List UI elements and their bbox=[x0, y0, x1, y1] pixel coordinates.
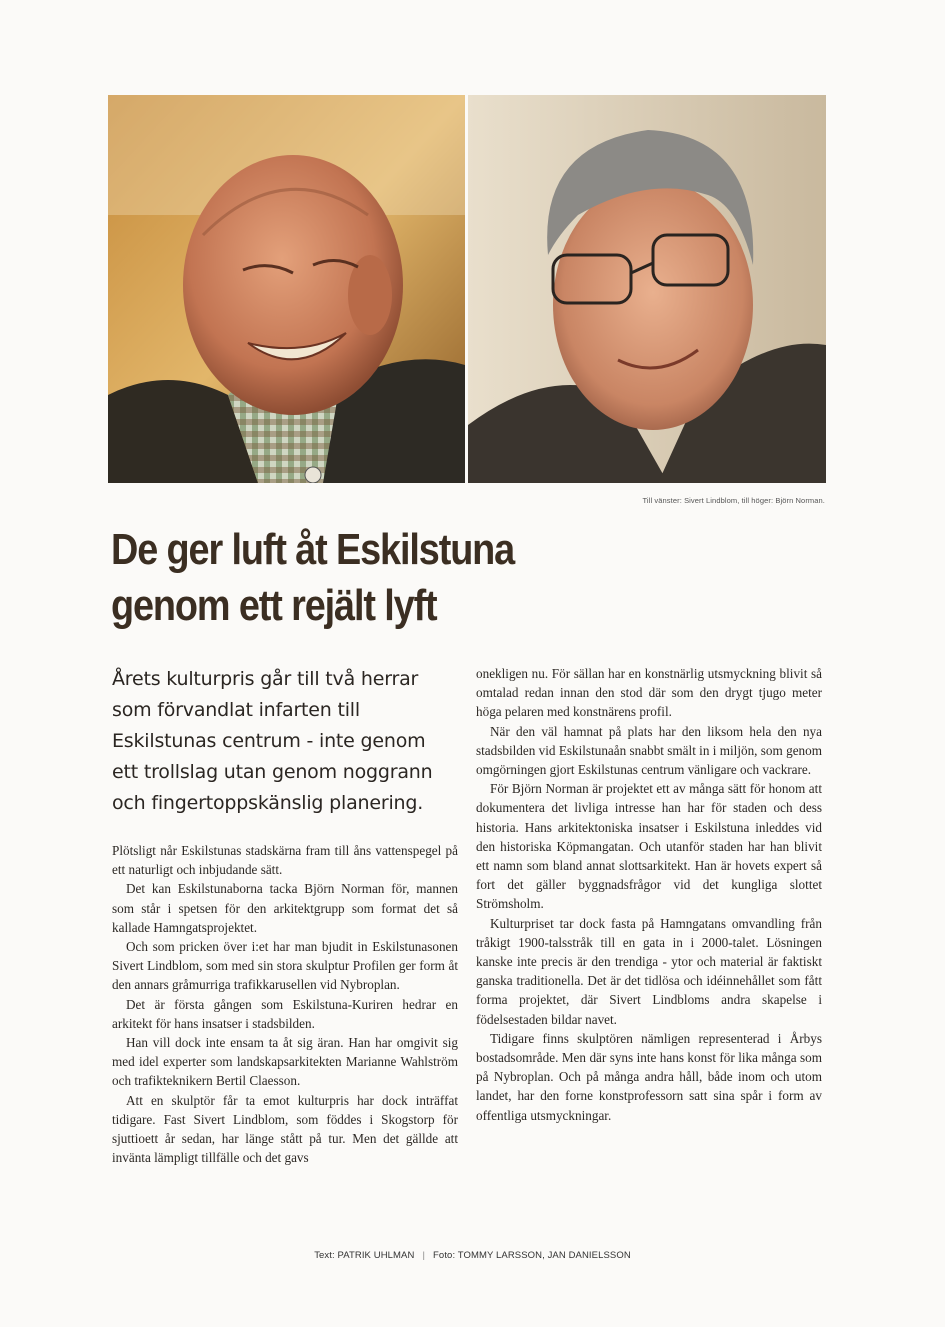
paragraph: Det är första gången som Eskilstuna-Kuriren hedrar en arkitekt för hans insatser i stadsbilden. bbox=[112, 996, 458, 1031]
lead-line: Eskilstunas centrum - inte genom bbox=[112, 730, 426, 752]
article-credits bbox=[0, 1250, 945, 1261]
headline-line-1: De ger luft åt Eskilstuna bbox=[111, 525, 515, 574]
photo-bjorn-norman bbox=[468, 95, 826, 483]
paragraph: Kulturpriset tar dock fasta på Hamngatans omvandling från tråkigt 1900-talsstråk till en gata in i 2000-talet. Lösningen kanske inte precis är den trendiga - ytor och material är faktiskt ganska traditionella. Det är det tidlösa och idéinnehållet som fått forma projektet, där Sivert Lindbloms andra skapelse i födelsestaden bildar navet. bbox=[476, 915, 822, 1027]
portrait-left-image bbox=[108, 95, 465, 483]
portrait-right-image bbox=[468, 95, 826, 483]
body-text-left bbox=[112, 841, 458, 1167]
article-column-right bbox=[476, 664, 822, 1125]
text-credit: Text: PATRIK UHLMAN bbox=[314, 1250, 415, 1261]
photo-caption: Till vänster: Sivert Lindblom, till höger: Björn Norman. bbox=[642, 496, 825, 505]
photo-sivert-lindblom bbox=[108, 95, 465, 483]
portrait-photos bbox=[108, 95, 826, 483]
headline-line-2: genom ett rejält lyft bbox=[111, 581, 437, 630]
article-headline bbox=[111, 522, 730, 634]
lead-line: ett trollslag utan genom noggrann bbox=[112, 761, 433, 783]
paragraph: Tidigare finns skulptören nämligen representerad i Årbys bostadsområde. Men där syns inte hans konst för lika många som på Nybroplan. Och på många andra håll, både inom och utom landet, har den forne konstprofessorn satt sina spår i form av offentliga utsmyckningar. bbox=[476, 1030, 822, 1123]
article-column-left bbox=[112, 664, 458, 1167]
credit-separator: | bbox=[422, 1250, 426, 1261]
lead-line: och fingertoppskänslig planering. bbox=[112, 792, 424, 814]
paragraph: Plötsligt når Eskilstunas stadskärna fram till åns vattenspegel på ett naturligt och inbjudande sätt. bbox=[112, 843, 458, 878]
photo-credit: Foto: TOMMY LARSSON, JAN DANIELSSON bbox=[433, 1250, 631, 1261]
lead-line: som förvandlat infarten till bbox=[112, 699, 360, 721]
article-lead bbox=[112, 664, 458, 819]
lead-line: Årets kulturpris går till två herrar bbox=[112, 668, 419, 690]
paragraph: För Björn Norman är projektet ett av många sätt för honom att dokumentera det livliga intresse han har för staden och dess historia. Hans arkitektoniska insatser i Eskilstuna inleddes vid den historiska Köpmangatan. Och utanför staden har han blivit ett namn som bland annat slottsarkitekt. Han är hovets expert så fort det gäller byggnadsfrågor vid det kungliga slottet Strömsholm. bbox=[476, 781, 822, 912]
paragraph: Och som pricken över i:et har man bjudit in Eskilstunasonen Sivert Lindblom, som med sin stora skulptur Profilen ger form åt den annars gråmurriga trafikkarusellen vid Nybroplan. bbox=[112, 939, 458, 993]
paragraph: Han vill dock inte ensam ta åt sig äran. Han har omgivit sig med idel experter som landskapsarkitekten Marianne Wahlström och trafikteknikern Bertil Claesson. bbox=[112, 1035, 458, 1089]
paragraph: Det kan Eskilstunaborna tacka Björn Norman för, mannen som står i spetsen för den arkitektgrupp som format det så kallade Hamngatsprojektet. bbox=[112, 881, 458, 935]
paragraph: När den väl hamnat på plats har den liksom hela den nya stadsbilden vid Eskilstunaån snabbt smält in i miljön, som genom omgörningen gjort Eskilstunas centrum vänligare och vackrare. bbox=[476, 723, 822, 778]
paragraph: Att en skulptör får ta emot kulturpris har dock inträffat tidigare. Fast Sivert Lindblom, som föddes i Skogstorp för sjuttioett år sedan, har länge stått på tur. Men det gällde att invänta lämpligt tillfälle och det gavs bbox=[112, 1092, 458, 1166]
body-text-right bbox=[476, 664, 822, 1125]
paragraph: onekligen nu. För sällan har en konstnärlig utsmyckning blivit så omtalad redan innan den stod där som den drygt tjugo meter höga pelaren med konstnärens profil. bbox=[476, 666, 822, 720]
